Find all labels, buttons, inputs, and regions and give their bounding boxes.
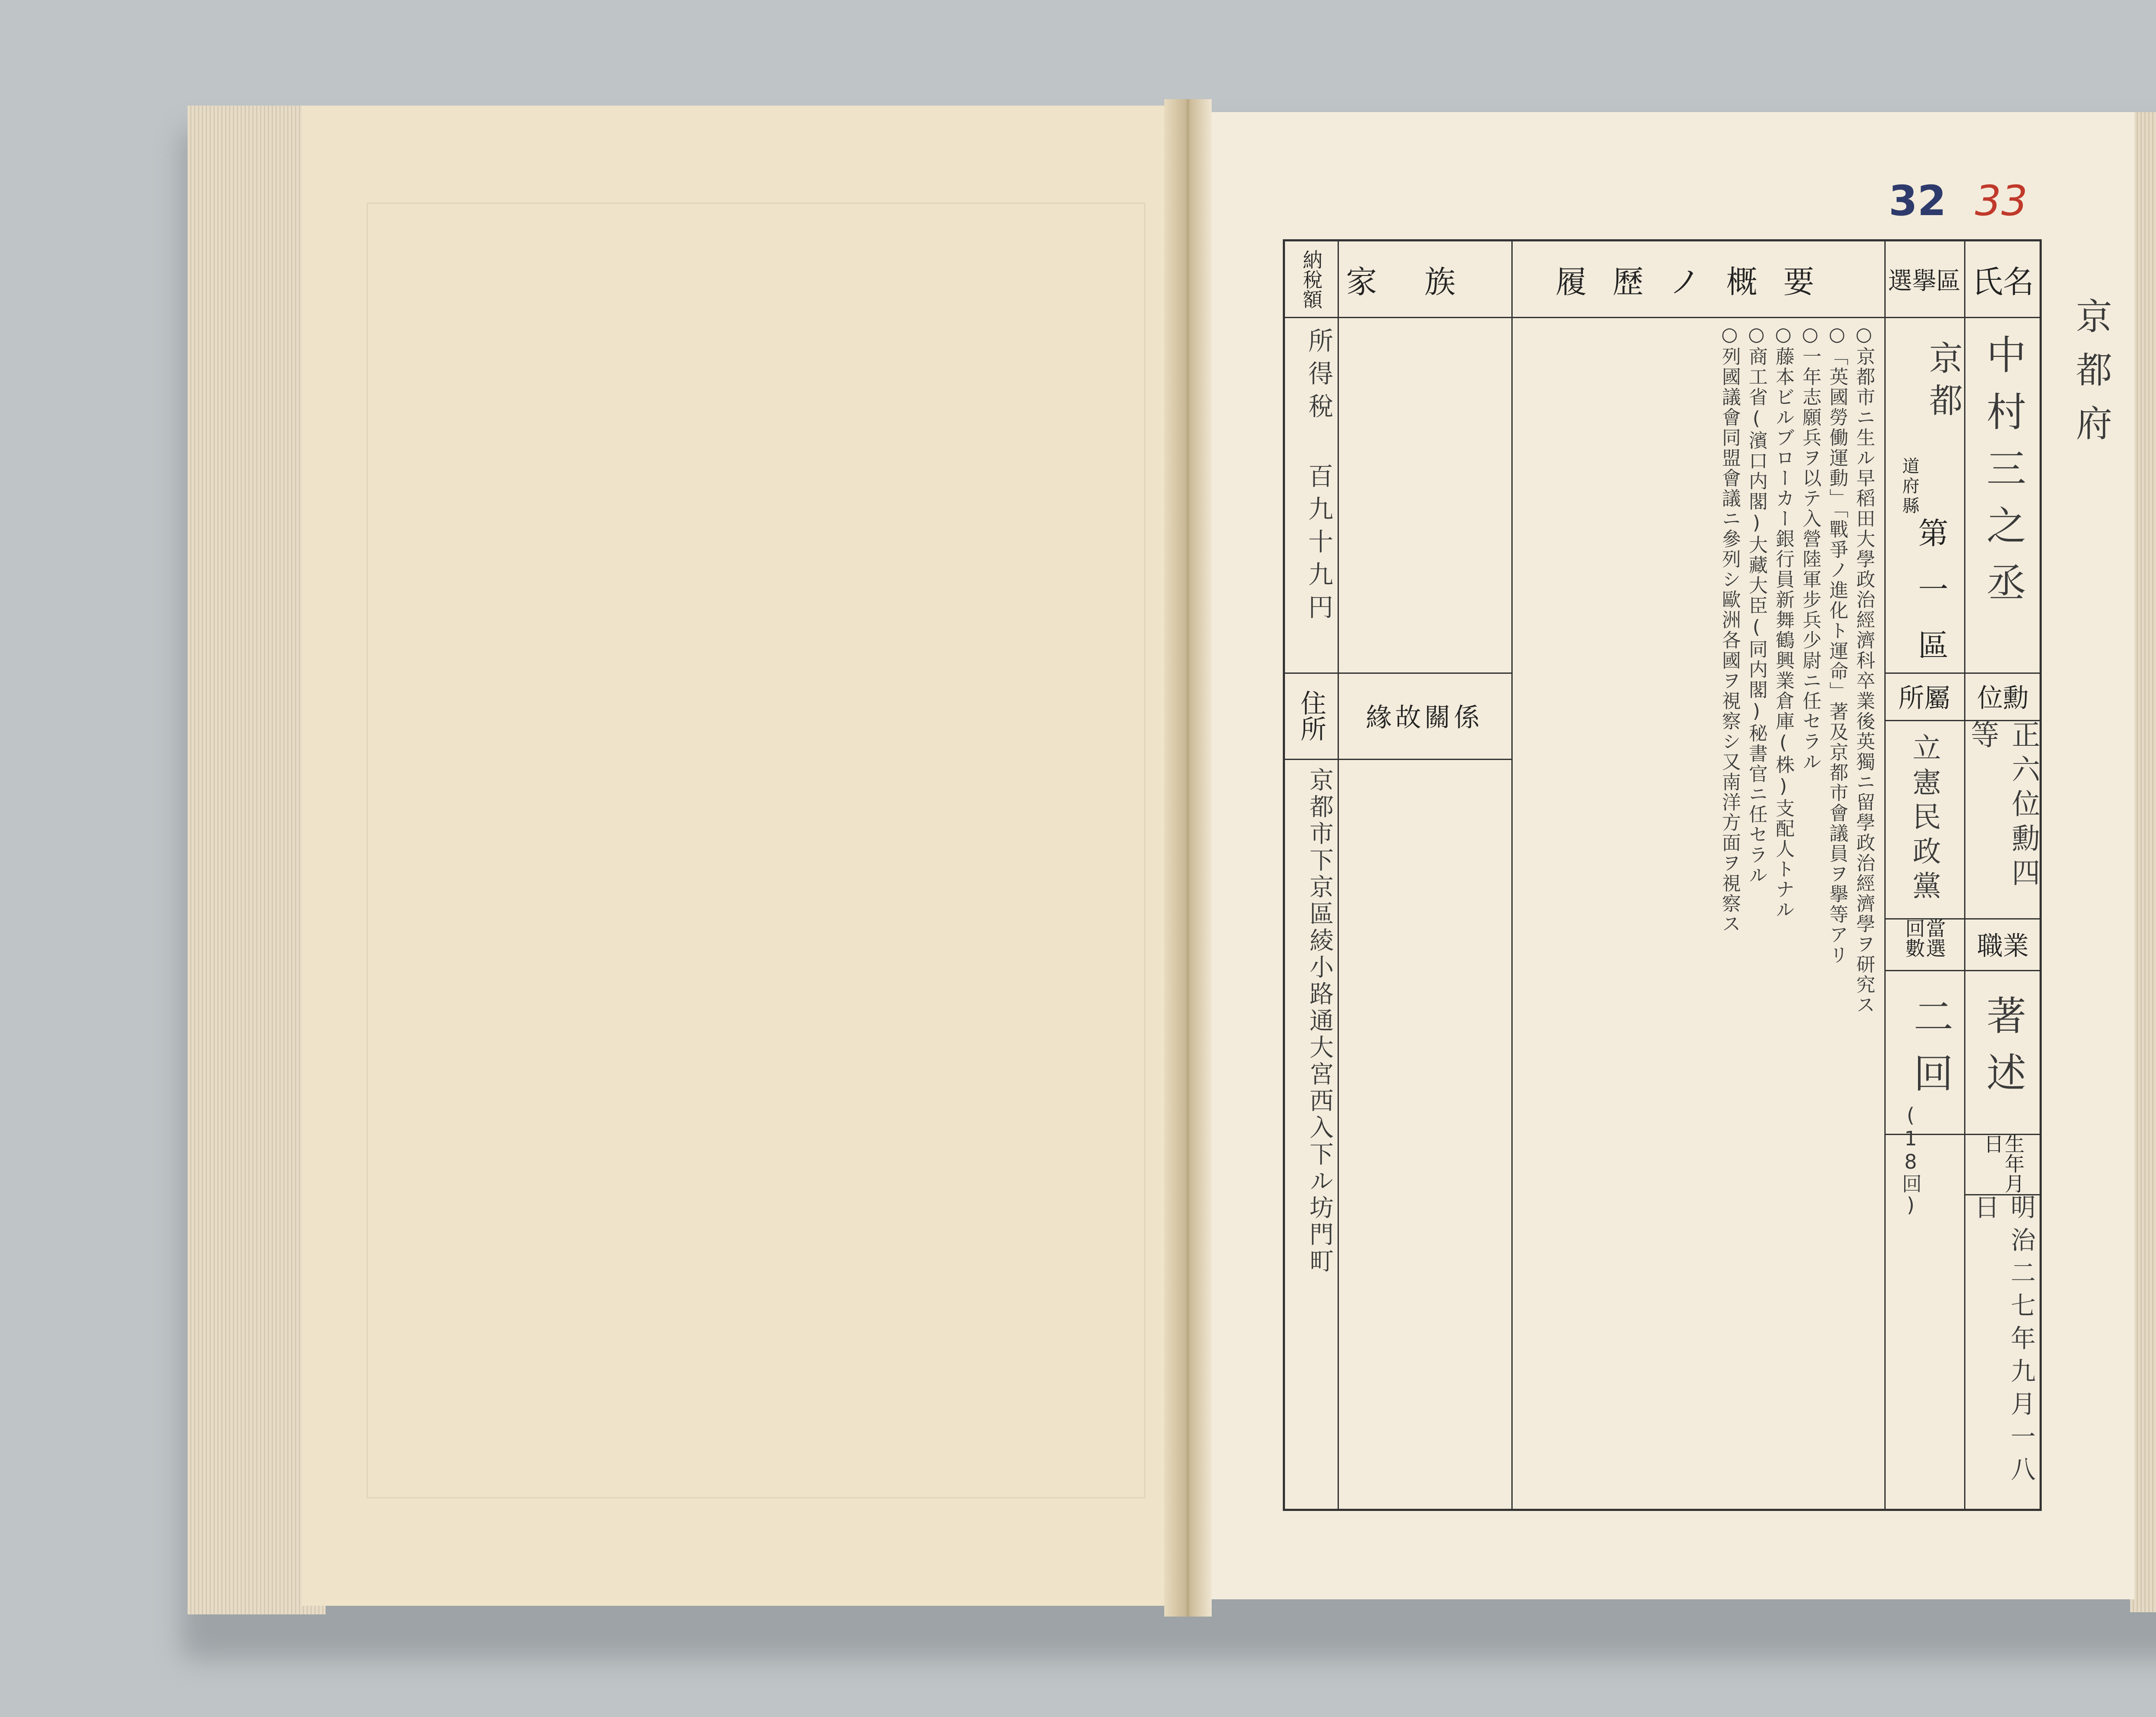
header-career: 履歷ノ概要 [1555, 263, 1840, 300]
header-tax: 納稅額 [1300, 249, 1323, 309]
value-district-marker: 道府縣 [1899, 457, 1919, 516]
value-occupation: 著述 [1980, 995, 2026, 1109]
value-relations [1338, 759, 1511, 1509]
value-district-prefecture: 京都 [1924, 341, 1962, 425]
prefecture-label: 京都府 [2070, 297, 2112, 458]
book-gutter [1164, 99, 1212, 1617]
value-district-number: 第一區 [1913, 517, 1949, 685]
career-entry-5: ○商工省(濱口内閣)大藏大臣(同内閣)秘書官ニ任セラル [1745, 323, 1767, 885]
header-district: 選擧區 [1888, 267, 1961, 295]
value-birthdate: 明治二七年九月一八日 [1970, 1194, 2036, 1489]
value-tax: 所得稅 百九十九円 [1304, 328, 1333, 627]
career-entry-4: ○藤本ビルブローカー銀行員新舞鶴興業倉庫(株)支配人トナル [1772, 323, 1795, 920]
left-page [302, 106, 1179, 1606]
career-entry-6: ○列國議會同盟會議ニ參列シ歐洲各國ヲ視察シ又南洋方面ヲ視察ス [1718, 323, 1741, 934]
career-entry-3: ○一年志願兵ヲ以テ入營陸軍步兵少尉ニ任セラル [1799, 323, 1821, 772]
header-party: 所屬 [1898, 683, 1950, 713]
header-name: 氏名 [1971, 263, 2034, 300]
value-rank: 正六位勳四等 [1966, 720, 2040, 892]
header-family: 家族 [1346, 263, 1503, 300]
value-times-elected: 二回 [1907, 996, 1953, 1110]
career-entry-2: ○「英國勞働運動」「戰爭ノ進化ト運命」著及京都市會議員ヲ擧等アリ [1826, 323, 1848, 965]
career-list [1518, 323, 1880, 1504]
header-birthdate: 生年月日 [1981, 1134, 2025, 1193]
header-rank: 位勳 [1977, 683, 2029, 713]
header-times-elected: 當選回數 [1902, 918, 1946, 958]
header-occupation: 職業 [1977, 931, 2029, 961]
value-address: 京都市下京區綾小路通大宮西入下ル坊門町 [1306, 767, 1334, 1275]
value-party: 立憲民政黨 [1908, 733, 1941, 905]
bleed-through-table [367, 203, 1145, 1498]
printed-page-number: 32 [1889, 177, 1946, 225]
header-relations: 緣故關係 [1366, 703, 1483, 733]
pencil-page-number: 33 [1975, 177, 2028, 225]
header-address: 住所 [1296, 690, 1326, 741]
career-entry-1: ○京都市ニ生ル早稻田大學政治經濟科卒業後英獨ニ留學政治經濟學ヲ研究ス [1853, 323, 1875, 1015]
value-name: 中村三之丞 [1980, 334, 2026, 619]
value-family [1338, 317, 1511, 672]
value-times-note: (18回) [1899, 1104, 1922, 1217]
member-record-table [1283, 239, 2042, 1511]
